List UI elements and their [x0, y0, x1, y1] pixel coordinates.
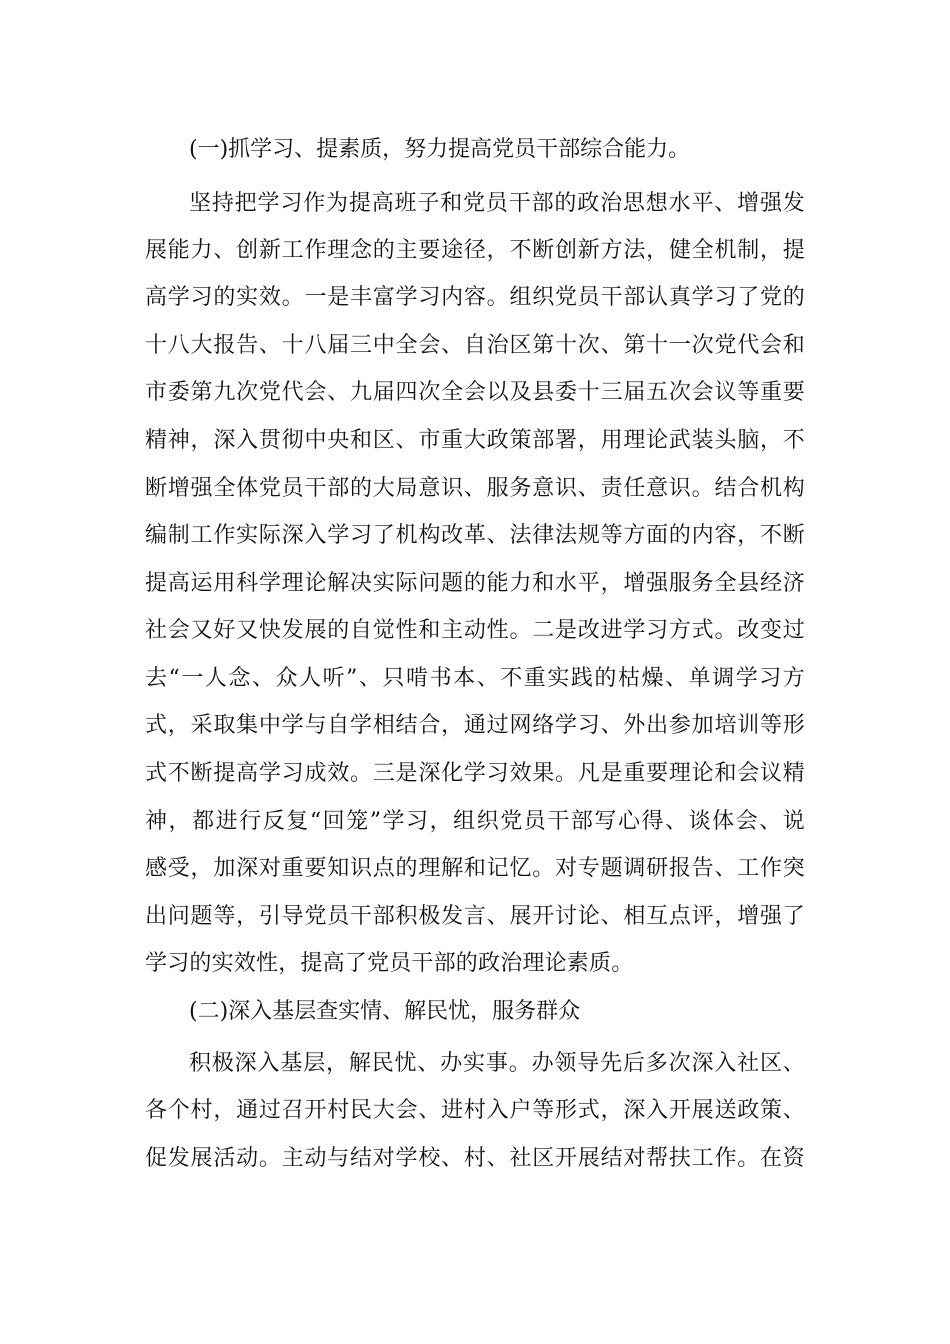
section-heading-1: (一)抓学习、提素质，努力提高党员干部综合能力。: [189, 137, 691, 162]
paragraph-1-line: 出问题等，引导党员干部积极发言、展开讨论、相互点评，增强了: [145, 904, 805, 929]
paragraph-1-line: 提高运用科学理论解决实际问题的能力和水平，增强服务全县经济: [145, 571, 805, 596]
paragraph-2-line: 各个村，通过召开村民大会、进村入户等形式，深入开展送政策、: [145, 1098, 805, 1123]
paragraph-1-line: 高学习的实效。一是丰富学习内容。组织党员干部认真学习了党的: [145, 285, 805, 310]
paragraph-1-line: 编制工作实际深入学习了机构改革、法律法规等方面的内容，不断: [145, 523, 805, 548]
paragraph-1-line: 精神，深入贯彻中央和区、市重大政策部署，用理论武装头脑，不: [145, 428, 805, 453]
paragraph-1-line: 式不断提高学习成效。三是深化学习效果。凡是重要理论和会议精: [145, 761, 805, 786]
paragraph-1-line: 坚持把学习作为提高班子和党员干部的政治思想水平、增强发: [189, 191, 805, 216]
paragraph-1-line: 展能力、创新工作理念的主要途径，不断创新方法，健全机制，提: [145, 238, 805, 263]
paragraph-1-line: 感受，加深对重要知识点的理解和记忆。对专题调研报告、工作突: [145, 856, 805, 881]
paragraph-2-line: 积极深入基层，解民忧、办实事。办领导先后多次深入社区、: [189, 1051, 805, 1076]
paragraph-1-line: 断增强全体党员干部的大局意识、服务意识、责任意识。结合机构: [145, 476, 805, 501]
paragraph-1-line: 神，都进行反复“回笼”学习，组织党员干部写心得、谈体会、说: [145, 809, 805, 834]
paragraph-1-line: 十八大报告、十八届三中全会、自治区第十次、第十一次党代会和: [145, 333, 805, 358]
paragraph-1-line: 去“一人念、众人听”、只啃书本、不重实践的枯燥、单调学习方: [145, 666, 805, 691]
paragraph-1-line: 社会又好又快发展的自觉性和主动性。二是改进学习方式。改变过: [145, 618, 805, 643]
section-heading-2: (二)深入基层查实情、解民忧，服务群众: [189, 999, 581, 1024]
paragraph-2-line: 促发展活动。主动与结对学校、村、社区开展结对帮扶工作。在资: [145, 1146, 805, 1171]
paragraph-1-line: 式，采取集中学与自学相结合，通过网络学习、外出参加培训等形: [145, 713, 805, 738]
paragraph-1-line: 市委第九次党代会、九届四次全会以及县委十三届五次会议等重要: [145, 380, 805, 405]
paragraph-1-line: 学习的实效性，提高了党员干部的政治理论素质。: [145, 951, 634, 976]
